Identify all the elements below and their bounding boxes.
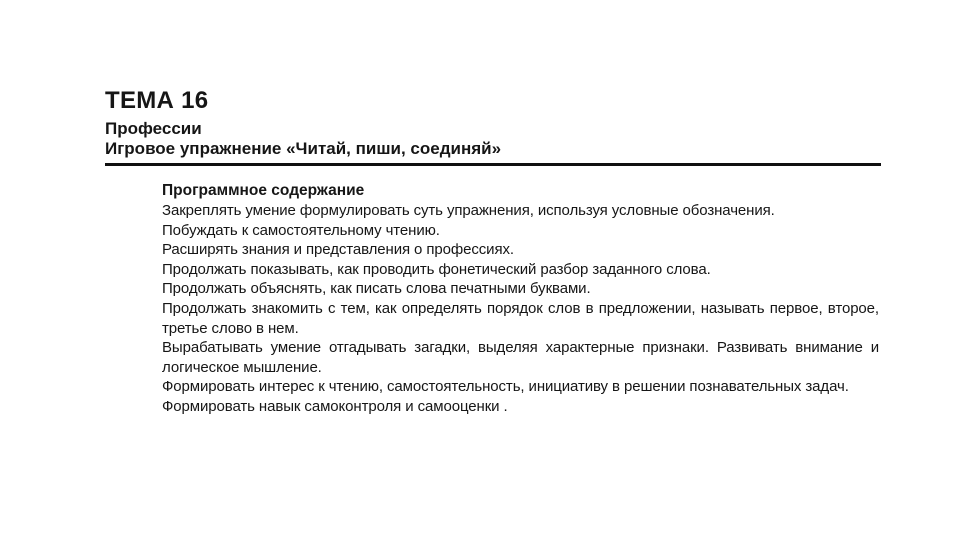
program-paragraphs xyxy=(162,201,879,417)
program-paragraph: Продолжать знакомить с тем, как определять порядок слов в предложении, называть первое, второе, третье слово в нем. xyxy=(162,299,879,337)
program-content-section xyxy=(162,181,879,417)
program-paragraph: Побуждать к самостоятельному чтению. xyxy=(162,221,440,239)
program-paragraph: Продолжать объяснять, как писать слова печатными буквами. xyxy=(162,280,591,298)
program-paragraph: Закреплять умение формулировать суть упражнения, используя условные обозначения. xyxy=(162,202,775,219)
lesson-header xyxy=(105,88,881,166)
tema-topic: Профессии xyxy=(105,119,202,138)
section-heading: Программное содержание xyxy=(162,182,365,199)
program-paragraph: Формировать навык самоконтроля и самооценки . xyxy=(162,397,508,415)
tema-exercise-name: Игровое упражнение «Читай, пиши, соединяй» xyxy=(105,139,502,158)
program-paragraph: Продолжать показывать, как проводить фонетический разбор заданного слова. xyxy=(162,260,711,278)
program-paragraph: Вырабатывать умение отгадывать загадки, выделяя характерные признаки. Развивать внимание и логическое мышление. xyxy=(162,339,879,376)
program-paragraph: Формировать интерес к чтению, самостоятельность, инициативу в решении познавательных задач. xyxy=(162,378,849,396)
tema-number-title: ТЕМА 16 xyxy=(105,87,209,114)
program-paragraph: Расширять знания и представления о профессиях. xyxy=(162,241,514,259)
